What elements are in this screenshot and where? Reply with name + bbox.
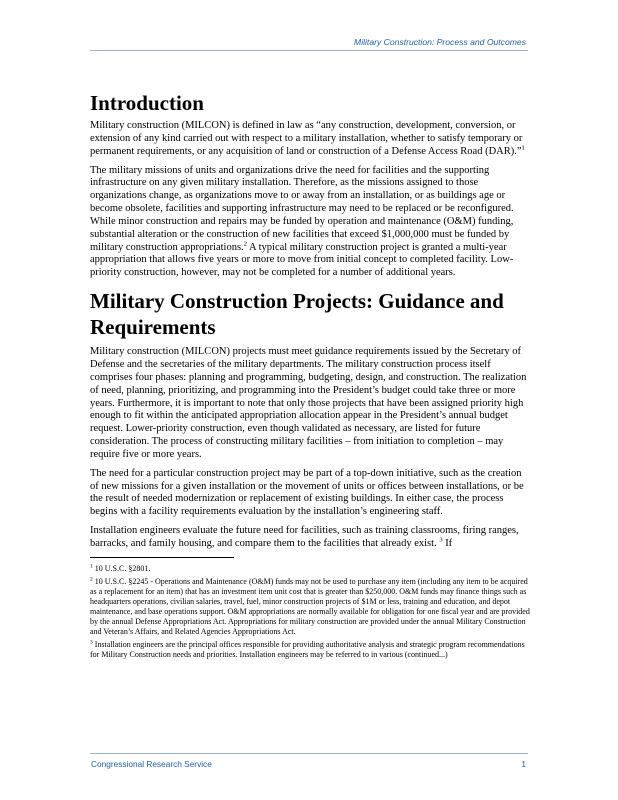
footnote-number: 1 <box>90 563 93 570</box>
footnote-3 <box>90 640 530 660</box>
footnote-ref-3[interactable]: 3 <box>439 536 443 544</box>
section-heading-projects: Military Construction Projects: Guidance and Requirements <box>90 289 504 340</box>
section-heading-introduction: Introduction <box>90 91 204 115</box>
header-rule <box>90 50 528 51</box>
projects-paragraph-2: The need for a particular construction project may be part of a top-down initiative, such as the creation of new missions for a given installation or the movement of units or offices between installations, or be the result of needed modernization or replacement of existing buildings. In either case, the process begins with a facility requirements evaluation by the installation’s engineering staff. <box>90 467 524 518</box>
footnote-1 <box>90 564 530 574</box>
intro-paragraph-2-text-a: The military missions of units and organizations drive the need for facilities and the supporting infrastructure on any given military installation. Therefore, as the missions assigned to those organizations change, as organizations move to or away from an installation, or as buildings age or become obsolete, facilities and supporting infrastructure may need to be replaced or be reconfigured. While minor construction and repairs may be funded by operation and maintenance (O&M) funding, substantial alteration or the construction of new facilities that exceed $1,000,000 must be funded by military construction appropriations. <box>90 164 514 253</box>
footnote-number: 3 <box>90 639 93 646</box>
page-number: 1 <box>521 759 526 769</box>
footer-rule <box>90 753 528 754</box>
intro-paragraph-1-text: Military construction (MILCON) is defined in law as “any construction, development, conversion, or extension of any kind carried out with respect to a military installation, whether to satisfy temporary or permanent requirements, or any acquisition of land or construction of a Defense Access Road (DAR).” <box>90 120 523 157</box>
page-body <box>90 84 530 663</box>
footnote-rule <box>90 557 234 558</box>
footnote-text: 10 U.S.C. §2801. <box>92 563 151 573</box>
intro-paragraph-1 <box>90 120 530 159</box>
footnote-ref-2[interactable]: 2 <box>243 240 247 248</box>
projects-paragraph-3-text-b: If <box>442 537 453 549</box>
footnote-2 <box>90 577 530 637</box>
footnote-text: Installation engineers are the principal offices responsible for providing authoritative analysis and strategic program recommendations for Military Construction needs and priorities. Installation engineers may be referred to in various (continued...) <box>90 639 525 659</box>
running-header: Military Construction: Process and Outcomes <box>354 37 526 47</box>
intro-paragraph-2-text-b: A typical military construction project is granted a multi-year appropriation that allows five years or more to move from initial concept to completed facility. Low-priority construction, however, may not be completed for a number of additional years. <box>90 241 514 279</box>
footnote-number: 2 <box>90 576 93 583</box>
projects-paragraph-1: Military construction (MILCON) projects must meet guidance requirements issued by the Secretary of Defense and the secretaries of the military departments. The military construction process itself comprises four phases: planning and programming, budgeting, design, and construction. The realization of need, planning, prioritizing, and programming into the President’s budget could take three or more years. Furthermore, it is important to note that only those projects that have been assigned priority high enough to fit within the anticipated appropriation allocation appear in the President’s annual budget request. Lower-priority construction, even though validated as necessary, are listed for future consideration. The process of constructing military facilities – from initiation to completion – may require five or more years. <box>90 346 527 460</box>
projects-paragraph-3 <box>90 525 530 551</box>
footnote-ref-1[interactable]: 1 <box>521 144 525 152</box>
projects-paragraph-3-text-a: Installation engineers evaluate the future need for facilities, such as training classrooms, firing ranges, barracks, and family housing, and compare them to the facilities that already exist. <box>90 525 519 549</box>
footnote-text: 10 U.S.C. §2245 - Operations and Maintenance (O&M) funds may not be used to purchase any item (including any item to be acquired as a replacement for an item) that has an investment item unit cost that is greater than $250,000. O&M funds may finance things such as headquarters operations, civilian salaries, travel, fuel, minor construction projects of $1M or less, training and education, and depot maintenance, and base operations support. O&M appropriations are normally available for obligation for one fiscal year and are provided by the annual Defense Appropriations Act. Appropriations for military construction are provided under the annual Military Construction and Veteran’s Affairs, and Related Agencies Appropriations Act. <box>90 576 530 636</box>
intro-paragraph-2 <box>90 165 530 281</box>
footer-publisher: Congressional Research Service <box>91 759 212 769</box>
